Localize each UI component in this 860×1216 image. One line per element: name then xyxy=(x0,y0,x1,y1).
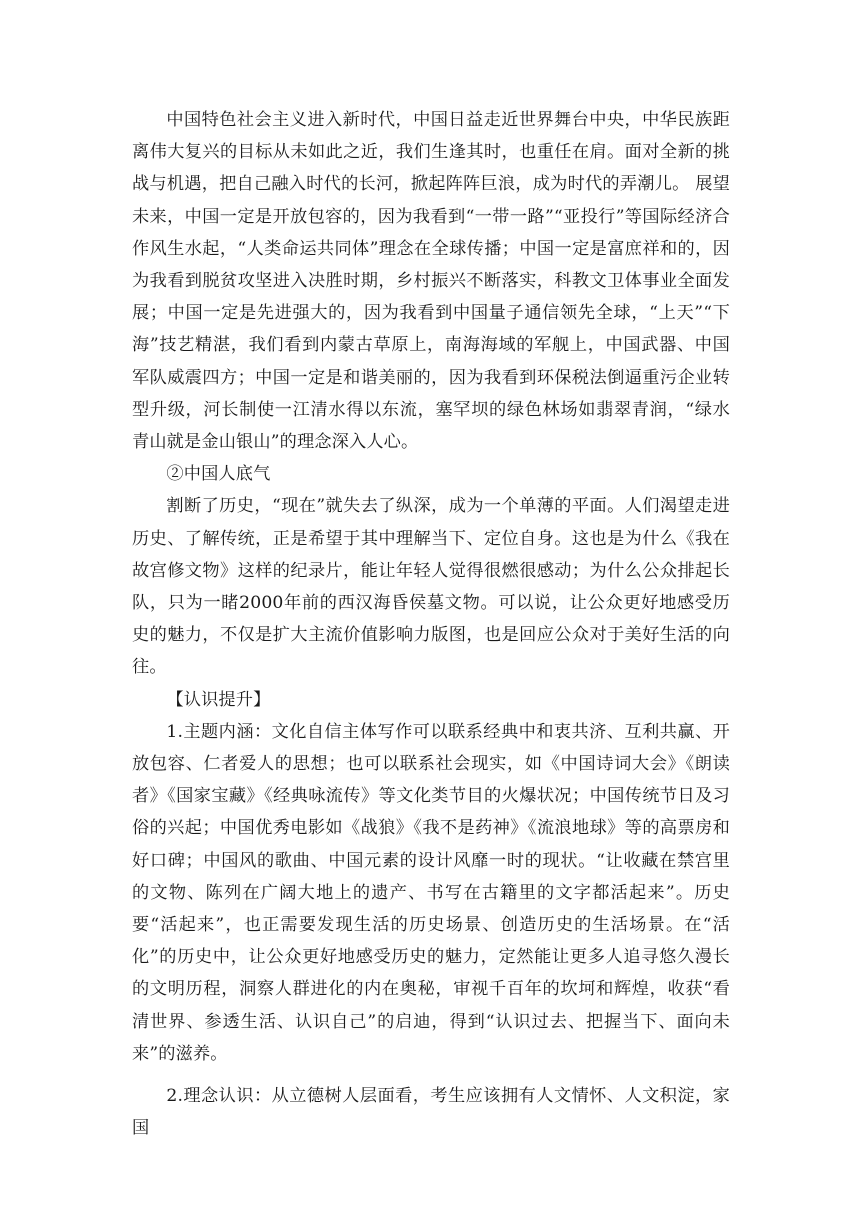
paragraph-future-china: 中国特色社会主义进入新时代，中国日益走近世界舞台中央，中华民族距离伟大复兴的目标从未如此之近，我们生逢其时，也重任在肩。面对全新的挑战与机遇，把自己融入时代的长河，掀起阵阵巨浪，成为时代的弄潮儿。 展望未来，中国一定是开放包容的，因为我看到“一带一路”“亚投行”等国际经济合作风生水起，“人类命运共同体”理念在全球传播；中国一定是富庶祥和的，因为我看到脱贫攻坚进入决胜时期，乡村振兴不断落实，科教文卫体事业全面发展；中国一定是先进强大的，因为我看到中国量子通信领先全球，“上天”“下海”技艺精湛，我们看到内蒙古草原上，南海海域的军舰上，中国武器、中国军队威震四方；中国一定是和谐美丽的，因为我看到环保税法倒逼重污企业转型升级，河长制使一江清水得以东流，塞罕坝的绿色林场如翡翠青润，“绿水青山就是金山银山”的理念深入人心。 xyxy=(132,110,730,453)
section-heading-chinese-confidence: ②中国人底气 xyxy=(166,464,271,485)
paragraph-history-culture: 割断了历史，“现在”就失去了纵深，成为一个单薄的平面。人们渴望走进历史、了解传统，正是希望于其中理解当下、定位自身。这也是为什么《我在故宫修文物》这样的纪录片，能让年轻人觉得很燃很感动；为什么公众排起长队，只为一睹2000年前的西汉海昏侯墓文物。可以说，让公众更好地感受历史的魅力，不仅是扩大主流价值影响力版图，也是回应公众对于美好生活的向往。 xyxy=(132,496,730,678)
document-body xyxy=(132,104,730,1145)
paragraph-concept-understanding: 2.理念认识：从立德树人层面看，考生应该拥有人文情怀、人文积淀，家国 xyxy=(132,1086,730,1139)
section-heading-understanding: 【认识提升】 xyxy=(166,689,271,710)
paragraph-theme-connotation: 1.主题内涵：文化自信主体写作可以联系经典中和衷共济、互利共赢、开放包容、仁者爱人的思想；也可以联系社会现实，如《中国诗词大会》《朗读者》《国家宝藏》《经典咏流传》等文化类节目的火爆状况；中国传统节日及习俗的兴起；中国优秀电影如《战狼》《我不是药神》《流浪地球》等的高票房和好口碑；中国风的歌曲、中国元素的设计风靡一时的现状。“让收藏在禁宫里的文物、陈列在广阔大地上的遗产、书写在古籍里的文字都活起来”。历史要“活起来”，也正需要发现生活的历史场景、创造历史的生活场景。在“活化”的历史中，让公众更好地感受历史的魅力，定然能让更多人追寻悠久漫长的文明历程，洞察人群进化的内在奥秘，审视千百年的坎坷和辉煌，收获“看清世界、参透生活、认识自己”的启迪，得到“认识过去、把握当下、面向未来”的滋养。 xyxy=(132,721,730,1064)
